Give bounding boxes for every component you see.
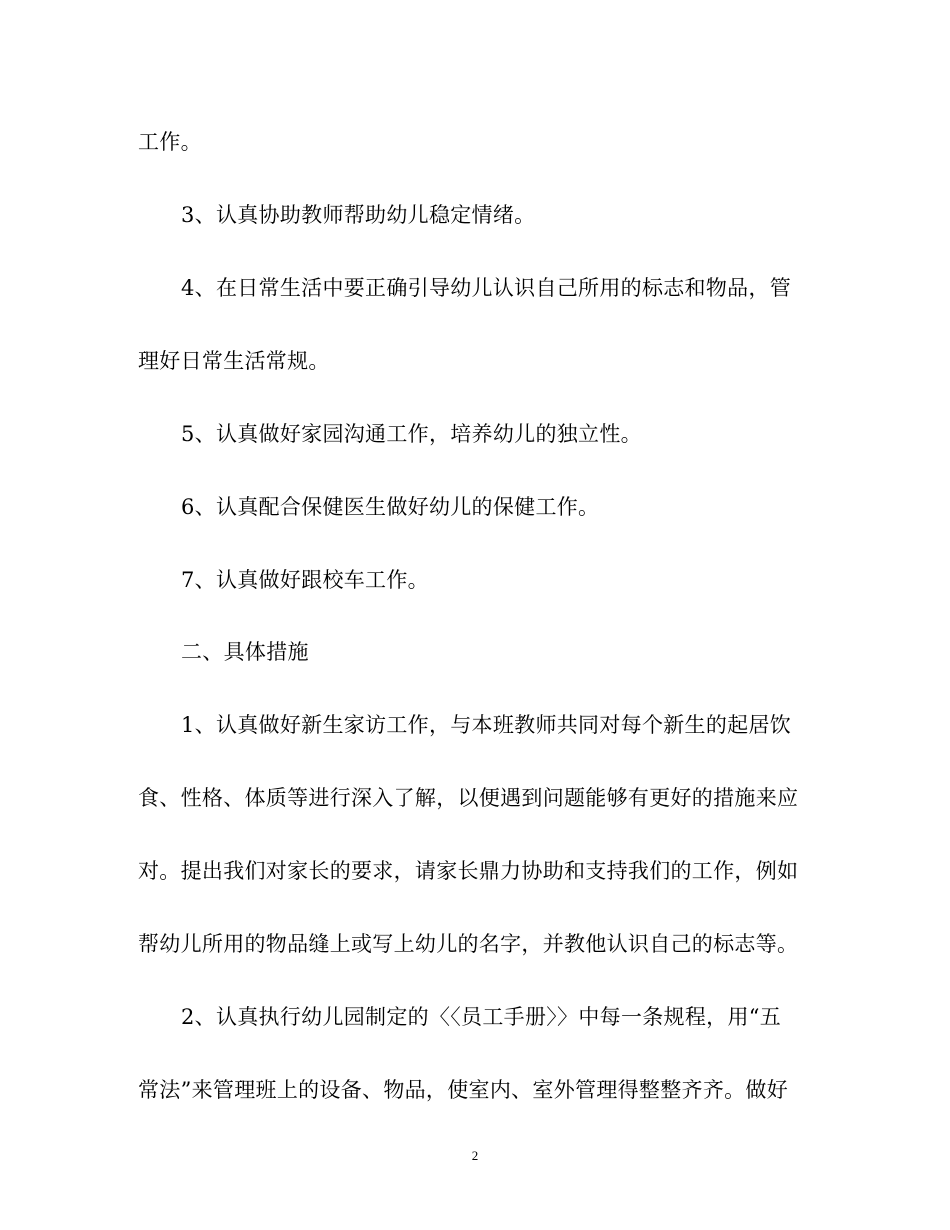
text-line: 1、认真做好新生家访工作，与本班教师共同对每个新生的起居饮	[181, 713, 792, 737]
text-line: 工作。	[138, 130, 202, 154]
text-line: 对。提出我们对家长的要求，请家长鼎力协助和支持我们的工作，例如	[138, 859, 799, 883]
text-line: 6、认真配合保健医生做好幼儿的保健工作。	[181, 495, 600, 519]
text-line: 2、认真执行幼儿园制定的〈〈员工手册〉〉中每一条规程，用“五	[181, 1005, 782, 1029]
text-line: 3、认真协助教师帮助幼儿稳定情绪。	[181, 203, 536, 227]
page-number: 2	[471, 1148, 479, 1163]
text-line: 理好日常生活常规。	[138, 349, 330, 373]
text-line: 7、认真做好跟校车工作。	[181, 568, 429, 592]
text-line: 常法”来管理班上的设备、物品，使室内、室外管理得整整齐齐。做好	[138, 1078, 789, 1102]
text-line: 4、在日常生活中要正确引导幼儿认识自己所用的标志和物品，管	[181, 276, 792, 300]
text-line: 食、性格、体质等进行深入了解，以便遇到问题能够有更好的措施来应	[138, 786, 799, 810]
text-line: 5、认真做好家园沟通工作，培养幼儿的独立性。	[181, 422, 642, 446]
section-heading: 二、具体措施	[181, 640, 309, 664]
text-line: 帮幼儿所用的物品缝上或写上幼儿的名字，并教他认识自己的标志等。	[138, 932, 799, 956]
